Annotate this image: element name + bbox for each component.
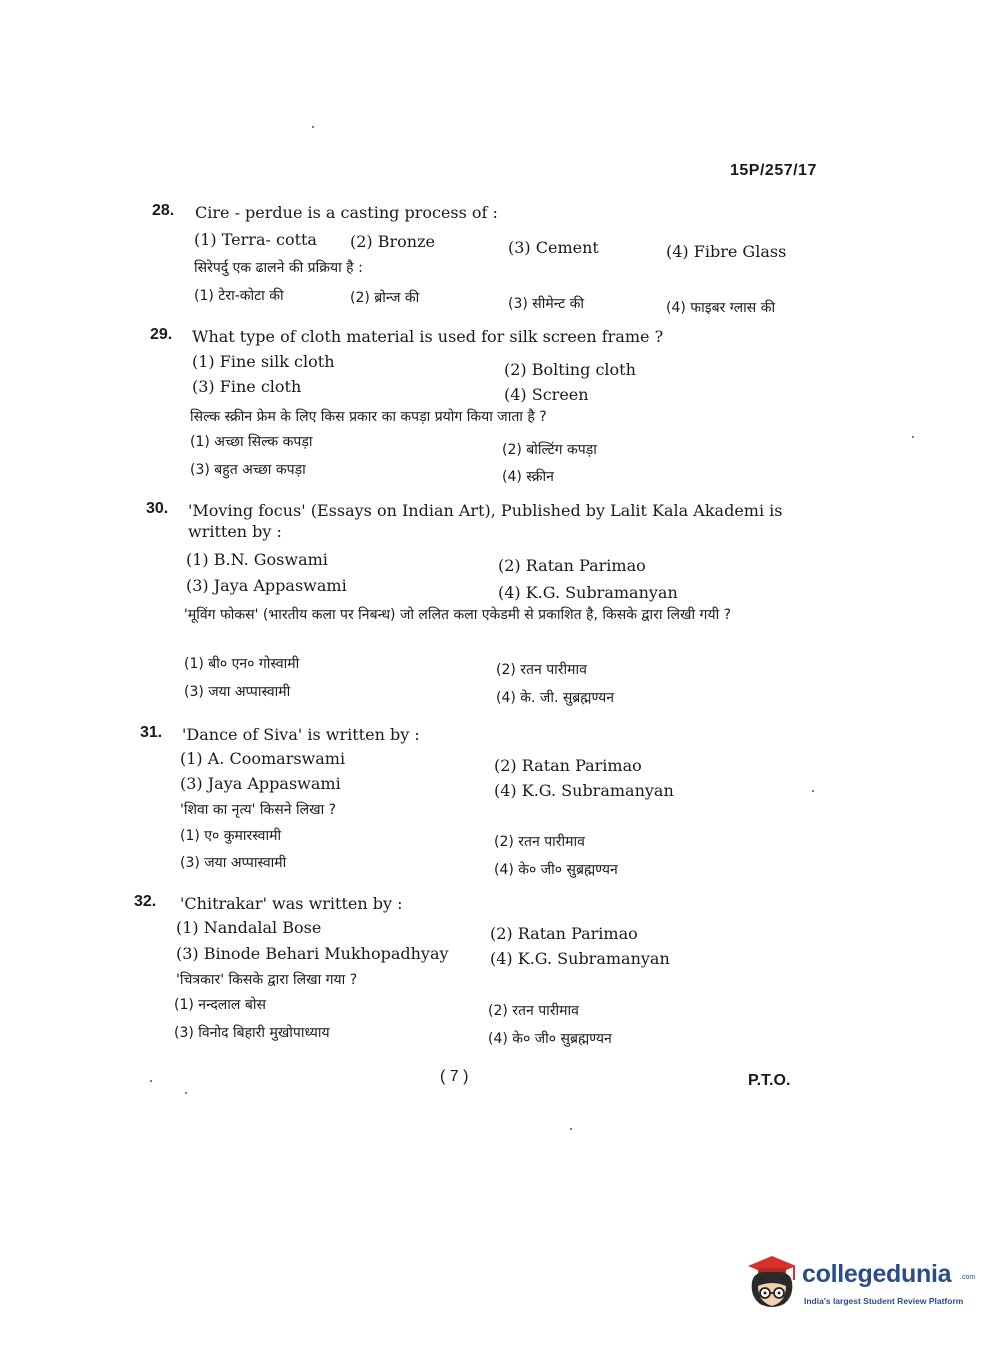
- option-3-hindi: (3) विनोद बिहारी मुखोपाध्याय: [174, 1025, 330, 1041]
- question-text-hindi: 'चित्रकार' किसके द्वारा लिखा गया ?: [176, 972, 358, 988]
- scan-speck: [312, 126, 314, 128]
- option-4-hindi: (4) के. जी. सुब्रह्मण्यन: [496, 690, 615, 706]
- brand-name: collegedunia: [802, 1260, 952, 1288]
- option-1-hindi: (1) टेरा-कोटा की: [194, 288, 284, 304]
- collegedunia-watermark: [742, 1252, 976, 1314]
- question-text: 'Chitrakar' was written by :: [180, 894, 403, 913]
- brand-suffix: .com: [960, 1274, 976, 1281]
- option-3: (3) Jaya Appaswami: [180, 774, 341, 793]
- question-text: Cire - perdue is a casting process of :: [195, 203, 498, 222]
- option-1: (1) A. Coomarswami: [180, 749, 346, 768]
- option-2-hindi: (2) रतन पारीमाव: [496, 662, 587, 678]
- option-1-hindi: (1) नन्दलाल बोस: [174, 997, 266, 1013]
- mascot-logo-icon: [742, 1252, 800, 1310]
- option-1: (1) Terra- cotta: [194, 230, 317, 249]
- option-4: (4) Screen: [504, 385, 589, 404]
- scan-speck: [570, 1128, 572, 1130]
- option-4: (4) K.G. Subramanyan: [498, 583, 678, 602]
- option-1-hindi: (1) अच्छा सिल्क कपड़ा: [190, 434, 313, 450]
- option-3-hindi: (3) जया अप्पास्वामी: [184, 684, 291, 700]
- option-2: (2) Bolting cloth: [504, 360, 636, 379]
- question-number: 29.: [150, 326, 173, 343]
- question-number: 32.: [134, 893, 157, 910]
- option-4-hindi: (4) के० जी० सुब्रह्मण्यन: [494, 862, 618, 878]
- option-3: (3) Jaya Appaswami: [186, 576, 347, 595]
- question-number: 31.: [140, 724, 163, 741]
- question-32: [134, 893, 820, 1053]
- question-text-hindi: 'शिवा का नृत्य' किसने लिखा ?: [180, 802, 337, 818]
- option-2-hindi: (2) रतन पारीमाव: [488, 1003, 579, 1019]
- question-number: 30.: [146, 500, 169, 517]
- question-31: [140, 724, 820, 884]
- question-text-hindi: 'मूविंग फोकस' (भारतीय कला पर निबन्ध) जो ललित कला एकेडमी से प्रकाशित है, किसके द्वारा लिखी गयी ?: [184, 607, 732, 623]
- option-2: (2) Bronze: [350, 232, 435, 251]
- question-28: [140, 202, 820, 322]
- pto-label: P.T.O.: [748, 1072, 791, 1089]
- option-2: (2) Ratan Parimao: [498, 556, 646, 575]
- scan-speck: [812, 790, 814, 792]
- option-4: (4) Fibre Glass: [666, 242, 787, 261]
- option-3-hindi: (3) जया अप्पास्वामी: [180, 855, 287, 871]
- option-2: (2) Ratan Parimao: [494, 756, 642, 775]
- option-4: (4) K.G. Subramanyan: [490, 949, 670, 968]
- option-2: (2) Ratan Parimao: [490, 924, 638, 943]
- option-3-hindi: (3) सीमेन्ट की: [508, 296, 585, 312]
- option-3: (3) Fine cloth: [192, 377, 302, 396]
- option-4-hindi: (4) के० जी० सुब्रह्मण्यन: [488, 1031, 612, 1047]
- brand-tagline: India's largest Student Review Platform: [804, 1296, 964, 1306]
- option-2-hindi: (2) ब्रोन्ज की: [350, 290, 420, 306]
- option-1-hindi: (1) बी० एन० गोस्वामी: [184, 656, 300, 672]
- question-text: 'Moving focus' (Essays on Indian Art), Published by Lalit Kala Akademi is written by :: [188, 501, 783, 541]
- option-3: (3) Cement: [508, 238, 599, 257]
- option-4-hindi: (4) स्क्रीन: [502, 469, 554, 485]
- question-text-hindi: सिल्क स्क्रीन फ्रेम के लिए किस प्रकार का कपड़ा प्रयोग किया जाता है ?: [190, 409, 547, 425]
- scan-speck: [912, 436, 914, 438]
- question-number: 28.: [152, 202, 175, 219]
- option-4: (4) K.G. Subramanyan: [494, 781, 674, 800]
- option-1: (1) Fine silk cloth: [192, 352, 335, 371]
- option-1: (1) Nandalal Bose: [176, 918, 322, 937]
- option-4-hindi: (4) फाइबर ग्लास की: [666, 300, 776, 316]
- option-1: (1) B.N. Goswami: [186, 550, 328, 569]
- page-number: ( 7 ): [440, 1068, 469, 1085]
- option-1-hindi: (1) ए० कुमारस्वामी: [180, 828, 282, 844]
- option-3-hindi: (3) बहुत अच्छा कपड़ा: [190, 462, 306, 478]
- option-2-hindi: (2) रतन पारीमाव: [494, 834, 585, 850]
- question-text: 'Dance of Siva' is written by :: [182, 725, 420, 744]
- option-2-hindi: (2) बोल्टिंग कपड़ा: [502, 442, 597, 458]
- question-30: [140, 500, 820, 715]
- question-29: [140, 326, 820, 491]
- option-3: (3) Binode Behari Mukhopadhyay: [176, 944, 449, 963]
- scan-speck: [150, 1080, 152, 1082]
- paper-code: 15P/257/17: [730, 162, 817, 179]
- scan-speck: [185, 1092, 187, 1094]
- question-text-hindi: सिरेपर्दु एक ढालने की प्रक्रिया है :: [194, 260, 363, 276]
- question-text: What type of cloth material is used for silk screen frame ?: [192, 327, 664, 346]
